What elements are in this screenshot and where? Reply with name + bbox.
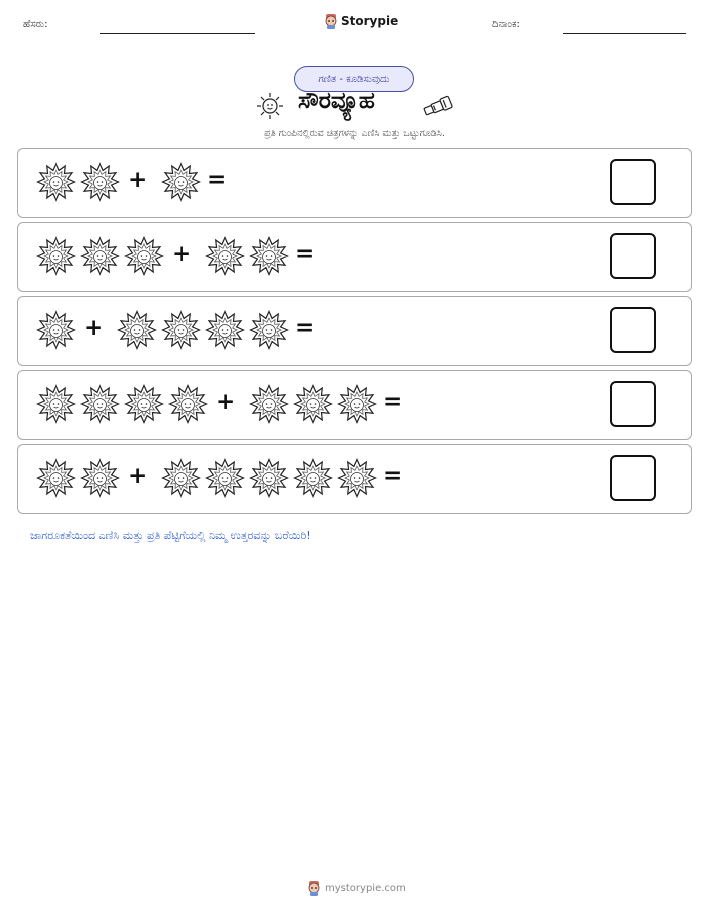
problem-row xyxy=(17,370,692,440)
sun-icon xyxy=(337,458,377,498)
sun-icon xyxy=(36,162,76,202)
name-label: ಹೆಸರು: xyxy=(23,19,48,30)
sun-icon xyxy=(256,91,286,121)
answer-box[interactable] xyxy=(610,455,656,501)
equals-sign: = xyxy=(383,463,403,489)
sun-icon xyxy=(161,458,201,498)
worksheet-header xyxy=(0,0,709,48)
sun-icon xyxy=(168,384,208,424)
plus-sign: + xyxy=(172,241,192,267)
sun-icon xyxy=(161,310,201,350)
answer-box[interactable] xyxy=(610,159,656,205)
sun-icon xyxy=(293,458,333,498)
plus-sign: + xyxy=(128,167,148,193)
footnote-text: ಜಾಗರೂಕತೆಯಿಂದ ಎಣಿಸಿ ಮತ್ತು ಪ್ರತಿ ಪೆಟ್ಟಿಗೆಯಲ್ಲಿ ನಿಮ್ಮ ಉತ್ತರವನ್ನು ಬರೆಯಿರಿ! xyxy=(30,529,311,542)
sun-icon xyxy=(293,384,333,424)
equals-sign: = xyxy=(295,315,315,341)
equals-sign: = xyxy=(207,167,227,193)
sun-icon xyxy=(36,310,76,350)
sun-icon xyxy=(205,458,245,498)
topic-pill: ಗಣಿತ - ಕೂಡಿಸುವುದು xyxy=(294,66,414,92)
equals-sign: = xyxy=(295,241,315,267)
sun-icon xyxy=(80,384,120,424)
answer-box[interactable] xyxy=(610,307,656,353)
sun-icon xyxy=(117,310,157,350)
problem-row xyxy=(17,444,692,514)
answer-box[interactable] xyxy=(610,233,656,279)
footer-site: mystorypie.com xyxy=(325,882,406,894)
date-label: ದಿನಾಂಕ: xyxy=(492,19,520,30)
sun-icon xyxy=(80,162,120,202)
date-line[interactable] xyxy=(563,33,686,34)
sun-icon xyxy=(249,458,289,498)
sun-icon xyxy=(80,236,120,276)
sun-icon xyxy=(337,384,377,424)
sun-icon xyxy=(249,310,289,350)
mascot-icon xyxy=(307,880,321,896)
instruction-text: ಪ್ರತಿ ಗುಂಪಿನಲ್ಲಿರುವ ಚಿತ್ರಗಳನ್ನು ಎಣಿಸಿ ಮತ್ತು ಒಟ್ಟುಗೂಡಿಸಿ. xyxy=(264,128,445,139)
title-row xyxy=(0,88,709,122)
sun-icon xyxy=(36,458,76,498)
sun-icon xyxy=(124,236,164,276)
name-line[interactable] xyxy=(100,33,255,34)
problem-row xyxy=(17,222,692,292)
page-title: ಸೌರವ್ಯೂಹ xyxy=(298,88,375,114)
sun-icon xyxy=(161,162,201,202)
telescope-icon xyxy=(421,94,455,118)
sun-icon xyxy=(36,236,76,276)
equals-sign: = xyxy=(383,389,403,415)
plus-sign: + xyxy=(216,389,236,415)
sun-icon xyxy=(80,458,120,498)
brand-name: Storypie xyxy=(341,14,399,28)
mascot-icon xyxy=(324,13,338,29)
plus-sign: + xyxy=(84,315,104,341)
brand-logo xyxy=(324,13,398,29)
sun-icon xyxy=(205,310,245,350)
problem-row xyxy=(17,148,692,218)
answer-box[interactable] xyxy=(610,381,656,427)
sun-icon xyxy=(124,384,164,424)
sun-icon xyxy=(249,236,289,276)
footer xyxy=(307,880,406,896)
problem-row xyxy=(17,296,692,366)
sun-icon xyxy=(205,236,245,276)
sun-icon xyxy=(249,384,289,424)
plus-sign: + xyxy=(128,463,148,489)
sun-icon xyxy=(36,384,76,424)
